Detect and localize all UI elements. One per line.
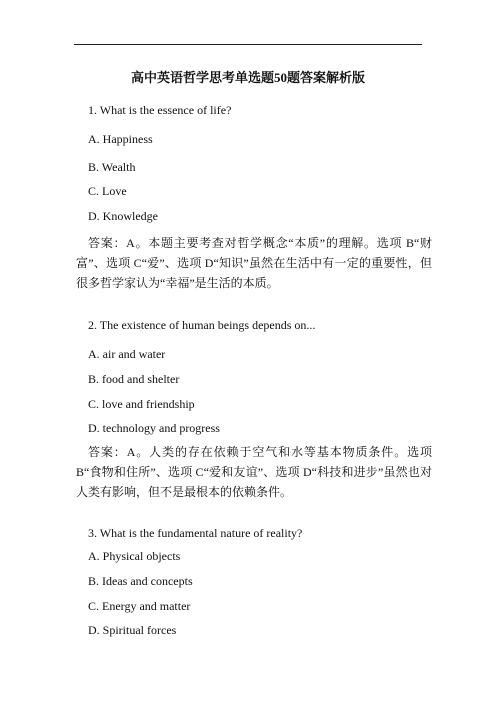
document-title: 高中英语哲学思考单选题50题答案解析版 [130, 70, 365, 85]
question-2-option-d: D. technology and progress [88, 421, 220, 435]
question-3-option-c: C. Energy and matter [88, 599, 191, 613]
question-1-option-b: B. Wealth [88, 160, 136, 174]
question-2-option-c: C. love and friendship [88, 397, 195, 411]
question-3-option-b: B. Ideas and concepts [88, 574, 193, 588]
question-2-option-b: B. food and shelter [88, 372, 180, 386]
question-3-text: 3. What is the fundamental nature of reality? [88, 526, 303, 540]
question-3-option-d: D. Spiritual forces [88, 623, 177, 637]
question-2-option-a: A. air and water [88, 347, 166, 361]
question-2-answer: 答案：A。人类的存在依赖于空气和水等基本物质条件。选项 B“食物和住所”、选项 C“爱和友谊”、选项 D“科技和进步”虽然也对人类有影响，但不是最根本的依赖条件。 [76, 445, 432, 499]
question-1-option-a: A. Happiness [88, 132, 153, 146]
question-3-option-a: A. Physical objects [88, 549, 181, 563]
question-2-text: 2. The existence of human beings depends on... [88, 318, 316, 332]
header-rule [74, 44, 422, 45]
question-1-option-d: D. Knowledge [88, 209, 158, 223]
question-1-text: 1. What is the essence of life? [88, 103, 232, 117]
question-1-option-c: C. Love [88, 184, 127, 198]
question-1-answer: 答案：A。本题主要考查对哲学概念“本质”的理解。选项 B“财富”、选项 C“爱”、选项 D“知识”虽然在生活中有一定的重要性，但很多哲学家认为“幸福”是生活的本质。 [76, 236, 432, 290]
